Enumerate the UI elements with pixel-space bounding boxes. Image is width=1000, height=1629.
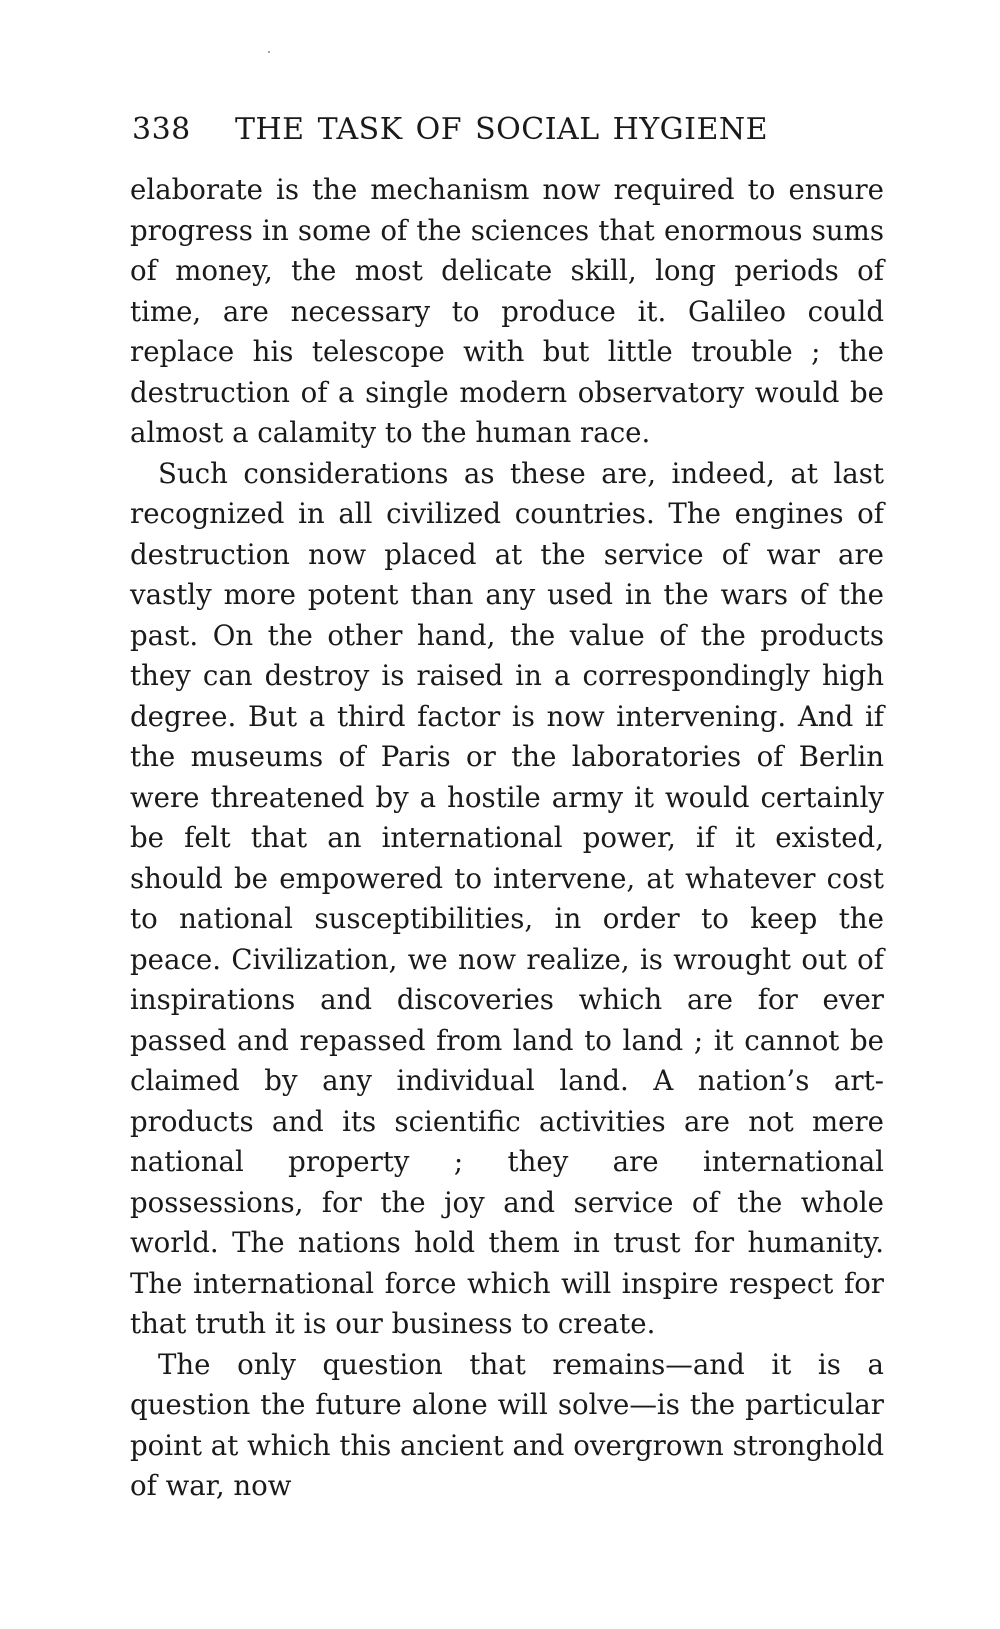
running-title: THE TASK OF SOCIAL HYGIENE xyxy=(235,112,768,147)
paragraph-1: elaborate is the mechanism now required to ensure progress in some of the sciences that enormous sums of money, the most delicate skill, long periods of time, are necessary to produce it. Galileo could replace his telescope with but little trouble ; the destruction of a single modern observatory would be almost a calamity to the human race. xyxy=(130,173,884,449)
page-number: 338 xyxy=(132,112,191,147)
page-header xyxy=(132,112,892,162)
paragraph-3: The only question that remains—and it is a question the future alone will solve—is the particular point at which this ancient and overgrown stronghold of war, now xyxy=(130,1347,884,1502)
paragraph-2: Such considerations as these are, indeed, at last recognized in all civilized countries. The engines of destruction now placed at the service of war are vastly more potent than any used in the wars of the past. On the other hand, the value of the products they can destroy is raised in a correspondingly high degree. But a third factor is now intervening. And if the museums of Paris or the laboratories of Berlin were threatened by a hostile army it would certainly be felt that an international power, if it existed, should be empowered to intervene, at whatever cost to national susceptibilities, in order to keep the peace. Civilization, we now realize, is wrought out of inspirations and discoveries which are for ever passed and repassed from land to land ; it cannot be claimed by any individual land. A nation’s art-products and its scientific activities are not mere national property ; they are international possessions, for the joy and service of the whole world. The nations hold them in trust for humanity. The international force which will inspire respect for that truth it is our business to create. xyxy=(130,456,884,1340)
scan-speck xyxy=(268,51,270,53)
body-text xyxy=(130,170,884,1507)
